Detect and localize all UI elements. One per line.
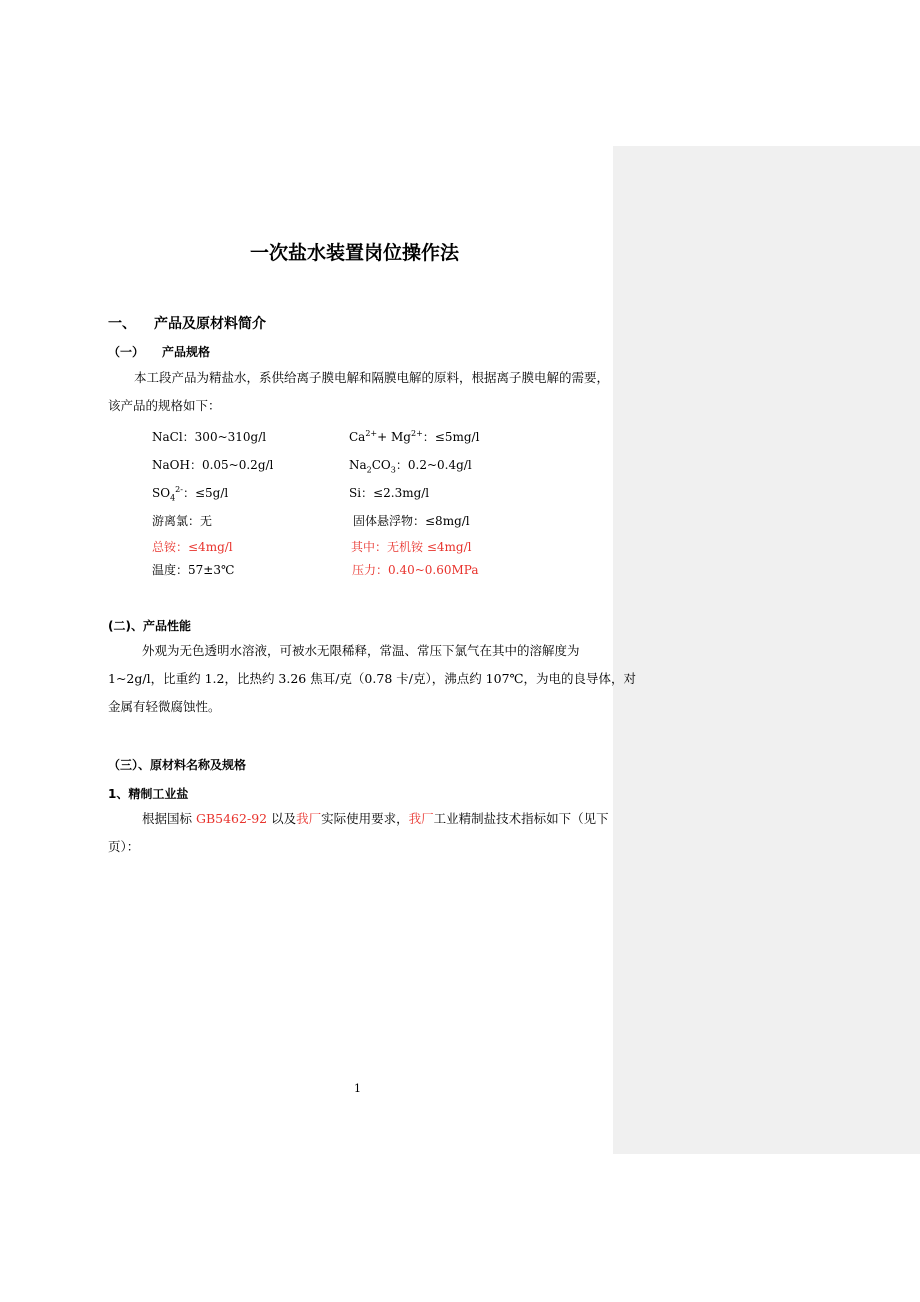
section-heading-1 (108, 313, 266, 333)
subsection-heading-2: (二)、产品性能 (108, 619, 191, 633)
spec-total-ammonium: 总铵：≤4mg/l (152, 540, 233, 554)
spec-ca-text: Ca (349, 430, 366, 444)
spec-free-chlorine: 游离氯：无 (152, 514, 213, 528)
spec-ca-mg-value: ：≤5mg/l (422, 430, 480, 444)
subsection-number: （一） (108, 345, 145, 359)
spec-naoh: NaOH：0.05~0.2g/l (152, 458, 274, 472)
text-run: 根据国标 (142, 811, 196, 826)
subsection-heading-1 (108, 343, 210, 360)
paragraph-line (142, 805, 609, 833)
paragraph-line: 金属有轻微腐蚀性。 (108, 699, 221, 714)
spec-pressure: 压力：0.40~0.60MPa (352, 563, 479, 577)
text-run: 以及 (267, 811, 297, 826)
spec-mg-charge: 2+ (410, 429, 423, 438)
subsection-title: 产品规格 (162, 345, 211, 359)
spec-inorganic-ammonium: 其中：无机铵 ≤4mg/l (351, 540, 472, 554)
paragraph-line: 1~2g/l，比重约 1.2，比热约 3.26 焦耳/克（0.78 卡/克），沸点约 107℃，为电的良导体，对 (108, 671, 637, 686)
spec-so4-value: ：≤5g/l (182, 486, 229, 500)
paragraph-line: 页）： (108, 839, 140, 854)
spec-so4-text: SO (152, 486, 171, 500)
spec-si: Si：≤2.3mg/l (349, 486, 430, 500)
spec-ca-mg (349, 428, 479, 445)
text-run: 实际使用要求， (321, 811, 409, 826)
paragraph-line: 本工段产品为精盐水，系供给离子膜电解和隔膜电解的原料，根据离子膜电解的需要， (134, 370, 610, 385)
spec-mg-text: + Mg (377, 430, 411, 444)
spec-so4 (152, 484, 228, 501)
paragraph-line: 该产品的规格如下： (108, 398, 221, 413)
document-title: 一次盐水装置岗位操作法 (250, 242, 460, 264)
text-run: 工业精制盐技术指标如下（见下 (433, 811, 609, 826)
spec-na2co3 (349, 456, 472, 473)
plant-reference: 我厂 (408, 811, 434, 826)
paragraph-line: 外观为无色透明水溶液，可被水无限稀释，常温、常压下氯气在其中的溶解度为 (142, 643, 580, 658)
spec-na2co3-sub2: 3 (390, 465, 396, 475)
spec-so4-sub: 4 (170, 493, 176, 503)
spec-suspended-solids: 固体悬浮物：≤8mg/l (353, 514, 470, 528)
section-title: 产品及原材料简介 (154, 316, 266, 332)
subsection-heading-3: （三）、原材料名称及规格 (108, 758, 247, 772)
spec-na2co3-sub1: 2 (366, 465, 372, 475)
standard-code: GB5462-92 (195, 811, 268, 826)
spec-temperature: 温度：57±3℃ (152, 563, 235, 577)
comment-pane (613, 146, 920, 1154)
plant-reference: 我厂 (296, 811, 322, 826)
spec-ca-charge: 2+ (365, 429, 378, 438)
spec-na2co3-na: Na (349, 458, 367, 472)
spec-so4-charge: 2- (175, 485, 183, 494)
spec-na2co3-value: ：0.2~0.4g/l (395, 458, 472, 472)
item-heading-1: 1、精制工业盐 (108, 787, 189, 801)
spec-nacl: NaCl：300~310g/l (152, 430, 267, 444)
spec-na2co3-co: CO (371, 458, 391, 472)
section-number: 一、 (108, 316, 136, 332)
page-number: 1 (354, 1082, 361, 1095)
